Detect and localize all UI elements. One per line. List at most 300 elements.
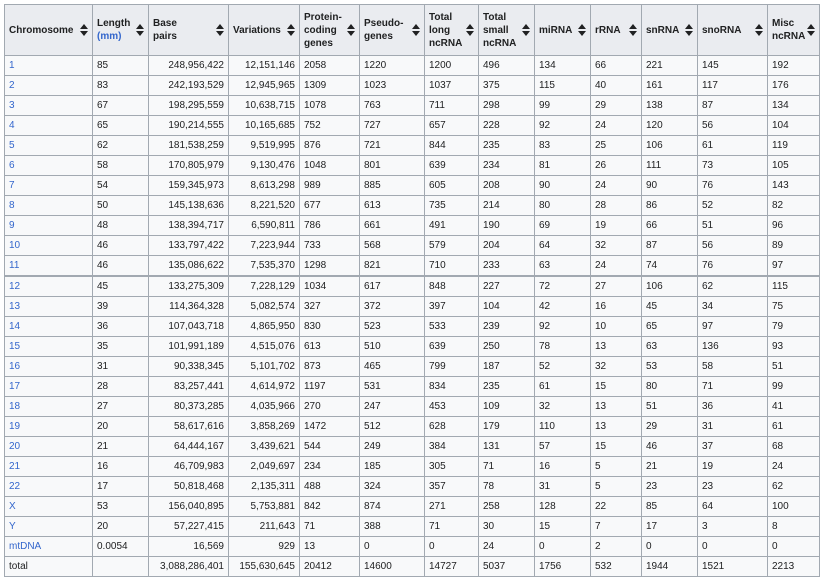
cell-protein-coding: 677 [300, 196, 360, 216]
cell-small-ncrna: 104 [479, 297, 535, 317]
cell-small-ncrna: 179 [479, 417, 535, 437]
cell-base-pairs: 46,709,983 [149, 457, 229, 477]
cell-mirna: 78 [535, 337, 591, 357]
table-row [5, 96, 820, 116]
column-header-label: Total [429, 11, 453, 23]
chromosome-link[interactable]: mtDNA [5, 537, 93, 557]
table-row [5, 297, 820, 317]
chromosome-link[interactable]: 21 [5, 457, 93, 477]
cell-base-pairs: 114,364,328 [149, 297, 229, 317]
table-body [5, 56, 820, 577]
cell-base-pairs: 80,373,285 [149, 397, 229, 417]
cell-protein-coding: 989 [300, 176, 360, 196]
cell-small-ncrna: 258 [479, 497, 535, 517]
cell-protein-coding: 71 [300, 517, 360, 537]
cell-protein-coding: 613 [300, 337, 360, 357]
cell-snorna: 31 [698, 417, 768, 437]
cell-mirna: 99 [535, 96, 591, 116]
cell-pseudogenes: 531 [360, 377, 425, 397]
column-header-label: Length [97, 18, 131, 29]
cell-long-ncrna: 711 [425, 96, 479, 116]
chromosome-link[interactable]: 3 [5, 96, 93, 116]
column-header-rrna[interactable] [591, 5, 642, 56]
cell-snorna: 1521 [698, 557, 768, 577]
cell-misc-ncrna: 75 [768, 297, 820, 317]
cell-pseudogenes: 523 [360, 317, 425, 337]
cell-misc-ncrna: 61 [768, 417, 820, 437]
cell-variations: 10,638,715 [229, 96, 300, 116]
cell-small-ncrna: 228 [479, 116, 535, 136]
chromosome-link[interactable]: 7 [5, 176, 93, 196]
cell-protein-coding: 1078 [300, 96, 360, 116]
cell-protein-coding: 544 [300, 437, 360, 457]
cell-misc-ncrna: 68 [768, 437, 820, 457]
cell-pseudogenes: 249 [360, 437, 425, 457]
cell-snorna: 56 [698, 236, 768, 256]
cell-variations: 8,221,520 [229, 196, 300, 216]
cell-variations: 12,151,146 [229, 56, 300, 76]
cell-misc-ncrna: 93 [768, 337, 820, 357]
cell-protein-coding: 830 [300, 317, 360, 337]
sort-icon[interactable] [578, 24, 586, 36]
cell-length: 21 [93, 437, 149, 457]
cell-length: 85 [93, 56, 149, 76]
cell-small-ncrna: 71 [479, 457, 535, 477]
cell-base-pairs: 135,086,622 [149, 256, 229, 277]
cell-base-pairs: 190,214,555 [149, 116, 229, 136]
cell-mirna: 90 [535, 176, 591, 196]
cell-mirna: 52 [535, 357, 591, 377]
sort-icon[interactable] [755, 24, 763, 36]
cell-variations: 929 [229, 537, 300, 557]
cell-base-pairs: 242,193,529 [149, 76, 229, 96]
chromosome-link[interactable]: 12 [5, 276, 93, 297]
cell-length [93, 557, 149, 577]
column-header-label: genes [364, 31, 393, 42]
cell-snorna: 71 [698, 377, 768, 397]
cell-long-ncrna: 710 [425, 256, 479, 277]
cell-length: 0.0054 [93, 537, 149, 557]
cell-rrna: 24 [591, 256, 642, 277]
table-row [5, 337, 820, 357]
table-row [5, 256, 820, 277]
cell-variations: 3,858,269 [229, 417, 300, 437]
cell-misc-ncrna: 119 [768, 136, 820, 156]
cell-variations: 9,130,476 [229, 156, 300, 176]
column-header-snrna[interactable] [642, 5, 698, 56]
cell-pseudogenes: 874 [360, 497, 425, 517]
cell-snrna: 17 [642, 517, 698, 537]
cell-misc-ncrna: 0 [768, 537, 820, 557]
cell-protein-coding: 270 [300, 397, 360, 417]
column-header-protein-coding[interactable] [300, 5, 360, 56]
cell-protein-coding: 488 [300, 477, 360, 497]
column-header-misc-ncrna[interactable] [768, 5, 820, 56]
column-header-label: snoRNA [702, 24, 742, 36]
column-header-label: genes [304, 37, 333, 49]
cell-small-ncrna: 204 [479, 236, 535, 256]
cell-long-ncrna: 397 [425, 297, 479, 317]
column-header-pseudogenes[interactable] [360, 5, 425, 56]
cell-long-ncrna: 14727 [425, 557, 479, 577]
cell-pseudogenes: 721 [360, 136, 425, 156]
cell-base-pairs: 16,569 [149, 537, 229, 557]
cell-snrna: 23 [642, 477, 698, 497]
cell-rrna: 24 [591, 176, 642, 196]
cell-length: 46 [93, 256, 149, 277]
cell-mirna: 42 [535, 297, 591, 317]
cell-length: 31 [93, 357, 149, 377]
cell-rrna: 2 [591, 537, 642, 557]
cell-length: 54 [93, 176, 149, 196]
column-header-label: pairs [153, 31, 177, 42]
column-header-label: coding [304, 24, 337, 36]
chromosome-link[interactable]: 4 [5, 116, 93, 136]
cell-base-pairs: 198,295,559 [149, 96, 229, 116]
cell-misc-ncrna: 134 [768, 96, 820, 116]
table-row [5, 397, 820, 417]
cell-variations: 8,613,298 [229, 176, 300, 196]
cell-small-ncrna: 235 [479, 136, 535, 156]
chromosome-link[interactable]: 1 [5, 56, 93, 76]
cell-small-ncrna: 233 [479, 256, 535, 277]
cell-rrna: 26 [591, 156, 642, 176]
cell-pseudogenes: 388 [360, 517, 425, 537]
cell-protein-coding: 1298 [300, 256, 360, 277]
cell-long-ncrna: 844 [425, 136, 479, 156]
cell-snrna: 29 [642, 417, 698, 437]
table-row [5, 537, 820, 557]
column-header-mirna[interactable] [535, 5, 591, 56]
column-header-label: snRNA [646, 24, 680, 36]
cell-snorna: 73 [698, 156, 768, 176]
column-header-label: miRNA [539, 24, 573, 36]
cell-rrna: 5 [591, 457, 642, 477]
cell-snrna: 87 [642, 236, 698, 256]
sort-icon[interactable] [807, 24, 815, 36]
cell-protein-coding: 1197 [300, 377, 360, 397]
cell-rrna: 66 [591, 56, 642, 76]
cell-small-ncrna: 208 [479, 176, 535, 196]
table-row [5, 317, 820, 337]
cell-snrna: 111 [642, 156, 698, 176]
cell-long-ncrna: 1037 [425, 76, 479, 96]
table-row [5, 76, 820, 96]
column-header-label: Protein- [304, 11, 342, 23]
cell-pseudogenes: 727 [360, 116, 425, 136]
chromosome-link[interactable]: Y [5, 517, 93, 537]
chromosome-link[interactable]: 14 [5, 317, 93, 337]
chromosome-link[interactable]: 15 [5, 337, 93, 357]
column-header-long-ncrna[interactable] [425, 5, 479, 56]
cell-rrna: 13 [591, 337, 642, 357]
cell-length: 36 [93, 317, 149, 337]
cell-length: 28 [93, 377, 149, 397]
cell-pseudogenes: 512 [360, 417, 425, 437]
cell-mirna: 81 [535, 156, 591, 176]
table-row [5, 377, 820, 397]
cell-base-pairs: 50,818,468 [149, 477, 229, 497]
cell-snrna: 120 [642, 116, 698, 136]
cell-variations: 5,753,881 [229, 497, 300, 517]
column-header-label: Chromosome [9, 24, 74, 36]
cell-misc-ncrna: 143 [768, 176, 820, 196]
cell-snrna: 0 [642, 537, 698, 557]
cell-mirna: 1756 [535, 557, 591, 577]
sort-icon[interactable] [80, 24, 88, 36]
cell-snorna: 87 [698, 96, 768, 116]
cell-variations: 5,082,574 [229, 297, 300, 317]
cell-long-ncrna: 384 [425, 437, 479, 457]
cell-snrna: 106 [642, 136, 698, 156]
cell-snrna: 45 [642, 297, 698, 317]
cell-base-pairs: 133,797,422 [149, 236, 229, 256]
cell-mirna: 16 [535, 457, 591, 477]
cell-long-ncrna: 657 [425, 116, 479, 136]
column-header-variations[interactable] [229, 5, 300, 56]
cell-pseudogenes: 510 [360, 337, 425, 357]
cell-variations: 7,223,944 [229, 236, 300, 256]
cell-small-ncrna: 30 [479, 517, 535, 537]
chromosome-link[interactable]: 9 [5, 216, 93, 236]
cell-snorna: 19 [698, 457, 768, 477]
cell-length: 17 [93, 477, 149, 497]
chromosome-link[interactable]: 6 [5, 156, 93, 176]
cell-rrna: 5 [591, 477, 642, 497]
cell-snorna: 145 [698, 56, 768, 76]
sort-icon[interactable] [216, 24, 224, 36]
cell-misc-ncrna: 41 [768, 397, 820, 417]
cell-rrna: 29 [591, 96, 642, 116]
cell-protein-coding: 1034 [300, 276, 360, 297]
column-header-label: rRNA [595, 24, 621, 36]
sort-icon[interactable] [347, 24, 355, 36]
chromosome-link[interactable]: 10 [5, 236, 93, 256]
cell-snorna: 76 [698, 176, 768, 196]
cell-base-pairs: 64,444,167 [149, 437, 229, 457]
cell-snorna: 136 [698, 337, 768, 357]
cell-snrna: 46 [642, 437, 698, 457]
cell-mirna: 57 [535, 437, 591, 457]
cell-snrna: 86 [642, 196, 698, 216]
cell-length: 58 [93, 156, 149, 176]
chromosome-link[interactable]: 5 [5, 136, 93, 156]
cell-long-ncrna: 491 [425, 216, 479, 236]
column-header-label: ncRNA [429, 37, 463, 49]
cell-mirna: 69 [535, 216, 591, 236]
table-row [5, 116, 820, 136]
cell-protein-coding: 13 [300, 537, 360, 557]
cell-pseudogenes: 247 [360, 397, 425, 417]
cell-mirna: 72 [535, 276, 591, 297]
sort-icon[interactable] [685, 24, 693, 36]
chromosome-link[interactable]: 16 [5, 357, 93, 377]
cell-mirna: 63 [535, 256, 591, 277]
column-header-label: Pseudo- [364, 18, 404, 29]
sort-icon[interactable] [136, 24, 144, 36]
column-header-snorna[interactable] [698, 5, 768, 56]
cell-protein-coding: 1472 [300, 417, 360, 437]
cell-small-ncrna: 239 [479, 317, 535, 337]
cell-misc-ncrna: 24 [768, 457, 820, 477]
column-header-small-ncrna[interactable] [479, 5, 535, 56]
cell-long-ncrna: 1200 [425, 56, 479, 76]
column-header-label: small [483, 24, 509, 36]
column-header-unit-link[interactable]: (mm) [97, 31, 122, 42]
cell-pseudogenes: 617 [360, 276, 425, 297]
cell-base-pairs: 3,088,286,401 [149, 557, 229, 577]
cell-small-ncrna: 375 [479, 76, 535, 96]
cell-snorna: 117 [698, 76, 768, 96]
cell-variations: 9,519,995 [229, 136, 300, 156]
cell-variations: 2,135,311 [229, 477, 300, 497]
cell-rrna: 32 [591, 357, 642, 377]
cell-misc-ncrna: 79 [768, 317, 820, 337]
cell-protein-coding: 786 [300, 216, 360, 236]
cell-misc-ncrna: 51 [768, 357, 820, 377]
cell-protein-coding: 20412 [300, 557, 360, 577]
cell-snorna: 37 [698, 437, 768, 457]
column-header-label: Base [153, 18, 177, 29]
cell-rrna: 7 [591, 517, 642, 537]
cell-mirna: 92 [535, 116, 591, 136]
cell-protein-coding: 2058 [300, 56, 360, 76]
cell-small-ncrna: 227 [479, 276, 535, 297]
cell-protein-coding: 1048 [300, 156, 360, 176]
chromosome-link[interactable]: 20 [5, 437, 93, 457]
cell-rrna: 10 [591, 317, 642, 337]
cell-snorna: 51 [698, 216, 768, 236]
cell-snrna: 85 [642, 497, 698, 517]
cell-pseudogenes: 465 [360, 357, 425, 377]
cell-long-ncrna: 628 [425, 417, 479, 437]
table-row [5, 176, 820, 196]
cell-base-pairs: 133,275,309 [149, 276, 229, 297]
header-row [5, 5, 820, 56]
cell-base-pairs: 156,040,895 [149, 497, 229, 517]
chromosome-link[interactable]: 8 [5, 196, 93, 216]
cell-snorna: 23 [698, 477, 768, 497]
cell-rrna: 40 [591, 76, 642, 96]
cell-misc-ncrna: 105 [768, 156, 820, 176]
cell-mirna: 0 [535, 537, 591, 557]
table-row [5, 156, 820, 176]
chromosome-link[interactable]: 2 [5, 76, 93, 96]
cell-protein-coding: 1309 [300, 76, 360, 96]
column-header-label: ncRNA [772, 31, 806, 42]
sort-icon[interactable] [412, 24, 420, 36]
cell-rrna: 15 [591, 437, 642, 457]
cell-misc-ncrna: 115 [768, 276, 820, 297]
cell-protein-coding: 733 [300, 236, 360, 256]
cell-small-ncrna: 214 [479, 196, 535, 216]
cell-variations: 7,228,129 [229, 276, 300, 297]
chromosome-link[interactable]: 17 [5, 377, 93, 397]
cell-rrna: 19 [591, 216, 642, 236]
cell-snorna: 52 [698, 196, 768, 216]
column-header-length[interactable] [93, 5, 149, 56]
cell-snrna: 138 [642, 96, 698, 116]
cell-length: 53 [93, 497, 149, 517]
cell-variations: 12,945,965 [229, 76, 300, 96]
cell-small-ncrna: 131 [479, 437, 535, 457]
sort-icon[interactable] [522, 24, 530, 36]
cell-length: 20 [93, 417, 149, 437]
column-header-label: long [429, 24, 451, 36]
sort-icon[interactable] [629, 24, 637, 36]
column-header-base-pairs[interactable] [149, 5, 229, 56]
cell-long-ncrna: 834 [425, 377, 479, 397]
cell-pseudogenes: 568 [360, 236, 425, 256]
cell-protein-coding: 234 [300, 457, 360, 477]
cell-length: 16 [93, 457, 149, 477]
cell-mirna: 110 [535, 417, 591, 437]
cell-snorna: 36 [698, 397, 768, 417]
cell-misc-ncrna: 192 [768, 56, 820, 76]
cell-long-ncrna: 271 [425, 497, 479, 517]
cell-base-pairs: 138,394,717 [149, 216, 229, 236]
cell-snrna: 161 [642, 76, 698, 96]
chromosome-link[interactable]: 13 [5, 297, 93, 317]
cell-base-pairs: 107,043,718 [149, 317, 229, 337]
cell-protein-coding: 876 [300, 136, 360, 156]
cell-mirna: 92 [535, 317, 591, 337]
sort-icon[interactable] [287, 24, 295, 36]
cell-length: 27 [93, 397, 149, 417]
cell-rrna: 532 [591, 557, 642, 577]
cell-rrna: 25 [591, 136, 642, 156]
chromosome-table [4, 4, 820, 577]
cell-pseudogenes: 885 [360, 176, 425, 196]
cell-base-pairs: 101,991,189 [149, 337, 229, 357]
cell-pseudogenes: 763 [360, 96, 425, 116]
cell-variations: 10,165,685 [229, 116, 300, 136]
table-row [5, 417, 820, 437]
cell-long-ncrna: 848 [425, 276, 479, 297]
cell-pseudogenes: 372 [360, 297, 425, 317]
cell-length: 45 [93, 276, 149, 297]
cell-base-pairs: 181,538,259 [149, 136, 229, 156]
cell-long-ncrna: 799 [425, 357, 479, 377]
cell-misc-ncrna: 8 [768, 517, 820, 537]
column-header-chromosome[interactable] [5, 5, 93, 56]
cell-small-ncrna: 496 [479, 56, 535, 76]
sort-icon[interactable] [466, 24, 474, 36]
cell-small-ncrna: 234 [479, 156, 535, 176]
column-header-label: Total [483, 11, 507, 23]
cell-snrna: 51 [642, 397, 698, 417]
cell-snrna: 221 [642, 56, 698, 76]
cell-pseudogenes: 324 [360, 477, 425, 497]
cell-long-ncrna: 533 [425, 317, 479, 337]
cell-rrna: 13 [591, 417, 642, 437]
cell-variations: 4,614,972 [229, 377, 300, 397]
cell-rrna: 22 [591, 497, 642, 517]
cell-length: 50 [93, 196, 149, 216]
chromosome-link[interactable]: 18 [5, 397, 93, 417]
chromosome-link[interactable]: X [5, 497, 93, 517]
chromosome-link[interactable]: 19 [5, 417, 93, 437]
cell-pseudogenes: 613 [360, 196, 425, 216]
chromosome-link[interactable]: 22 [5, 477, 93, 497]
chromosome-link[interactable]: 11 [5, 256, 93, 277]
cell-pseudogenes: 14600 [360, 557, 425, 577]
cell-base-pairs: 159,345,973 [149, 176, 229, 196]
cell-snrna: 63 [642, 337, 698, 357]
cell-long-ncrna: 453 [425, 397, 479, 417]
cell-length: 39 [93, 297, 149, 317]
cell-snrna: 106 [642, 276, 698, 297]
